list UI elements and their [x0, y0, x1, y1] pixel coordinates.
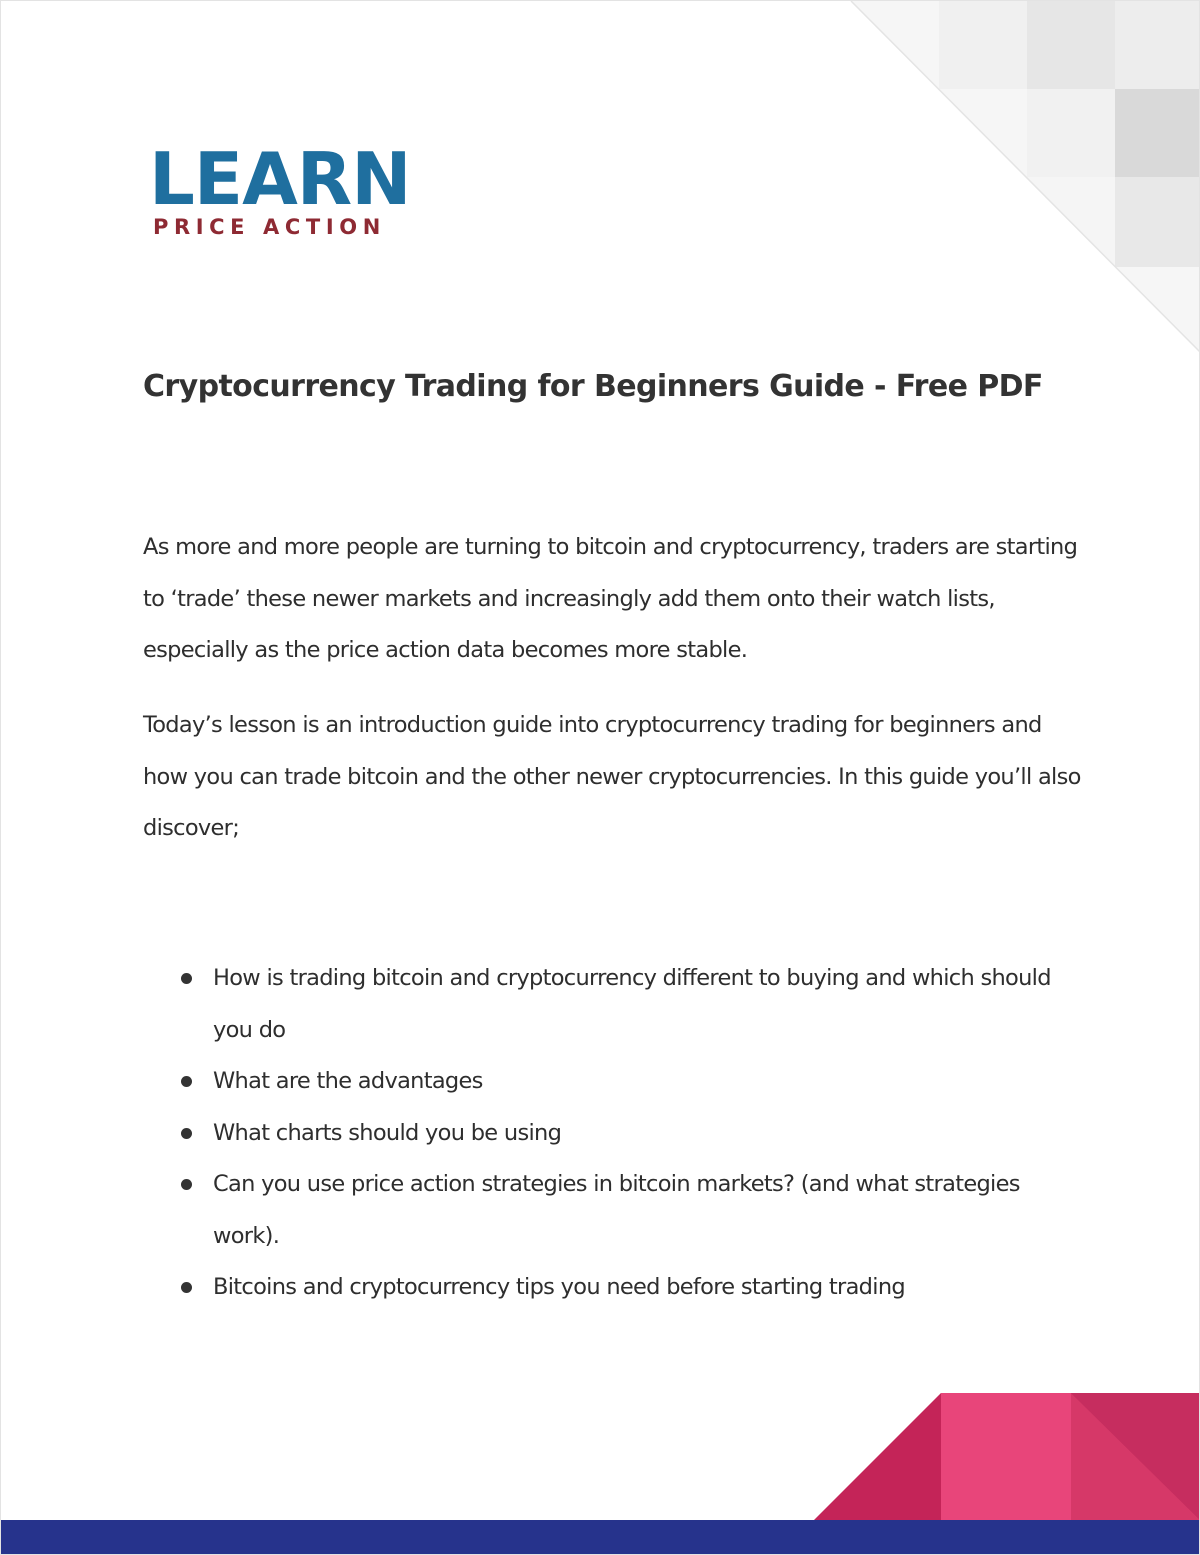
list-item: [143, 1108, 1083, 1160]
list-item-text: Bitcoins and cryptocurrency tips you need before starting trading: [213, 1274, 905, 1300]
bottom-bar: [1, 1520, 1200, 1555]
intro-paragraph: As more and more people are turning to bitcoin and cryptocurrency, traders are starting to ‘trade’ these newer markets and increasingly add them onto their watch lists, especially as the price action data becomes more stable.: [143, 534, 1078, 663]
logo-sub-text: PRICE ACTION: [153, 215, 386, 239]
list-item: [143, 953, 1083, 1056]
learn-price-action-logo: [149, 137, 411, 239]
list-item: [143, 1159, 1083, 1262]
bottom-right-decoration: [1, 1381, 1200, 1521]
bullet-dot-icon: [181, 973, 192, 984]
list-item: [143, 1262, 1083, 1314]
list-item-text: What are the advantages: [213, 1068, 483, 1094]
bullet-dot-icon: [181, 1282, 192, 1293]
list-item-text: Can you use price action strategies in bitcoin markets? (and what strategies work).: [213, 1171, 1020, 1249]
list-item-text: How is trading bitcoin and cryptocurrency different to buying and which should you do: [213, 965, 1051, 1043]
page-title: Cryptocurrency Trading for Beginners Guide - Free PDF: [143, 369, 1043, 404]
topics-list: [143, 953, 1083, 1314]
lesson-paragraph: Today’s lesson is an introduction guide into cryptocurrency trading for beginners and how you can trade bitcoin and the other newer cryptocurrencies. In this guide you’ll also discover;: [143, 712, 1081, 841]
list-item: [143, 1056, 1083, 1108]
logo-main-text: LEARN: [149, 137, 411, 221]
bullet-dot-icon: [181, 1179, 192, 1190]
list-item-text: What charts should you be using: [213, 1119, 562, 1146]
bullet-dot-icon: [181, 1128, 192, 1139]
bullet-dot-icon: [181, 1076, 192, 1087]
